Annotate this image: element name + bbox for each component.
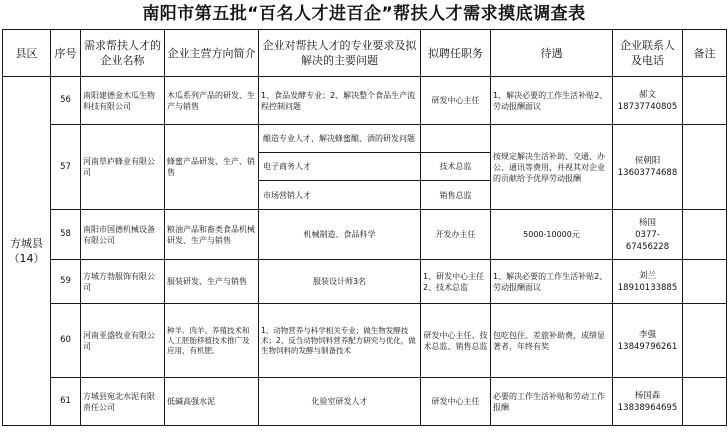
problem-text: 服装设计师3名 [259,260,421,304]
benefits-text: 1、解决必要的工作生活补贴2、劳动报酬面议 [491,77,613,125]
company-direction: 种羊、肉羊、养殖技术和人工胚胎移植技术推广及应用，有机肥。 [165,304,259,378]
contact-name: 郝文 [638,89,656,100]
company-name: 河南亚盛牧业有限公司 [81,304,165,378]
benefits-text: 按规定解决生活补助、交通、办公、通讯等费用，并视其对企业的贡献给予优厚劳动报酬 [491,125,613,210]
contact-phone: 13849796261 [617,341,678,352]
problem-text: 化验室研发人才 [259,378,421,426]
header-company: 需求帮扶人才的企业名称 [81,30,165,77]
contact-name: 杨国森 [634,390,661,401]
header-problem: 企业对帮扶人才的专业要求及拟解决的主要问题 [259,30,421,77]
contact-cell [613,378,683,426]
contact-phone: 13603774688 [617,168,678,178]
contact-cell [613,125,683,210]
remark-cell [683,304,727,378]
header-row [3,30,727,77]
problem-item: 市场营销人才 [263,190,311,200]
header-position: 拟聘任职务 [421,30,491,77]
header-remark: 备注 [683,30,727,77]
contact-name: 刘兰 [638,270,656,281]
row-index: 59 [51,260,81,304]
company-name: 河南草庐蜂业有限公司 [81,125,165,210]
row-index: 57 [51,125,81,210]
problem-text: 机械制造、食品科学 [259,210,421,260]
contact-cell [613,304,683,378]
table-row [3,304,727,378]
table-row [3,260,727,304]
position-list [421,260,491,304]
remark-cell [683,77,727,125]
company-direction: 木瓜系列产品的研发、生产与销售 [165,77,259,125]
county-cell: 方城县（14） [3,77,51,426]
position-item: 技术总监 [421,153,490,181]
header-contact: 企业联系人及电话 [613,30,683,77]
header-benefits: 待遇 [491,30,613,77]
contact-cell [613,210,683,260]
table-row [3,210,727,260]
contact-phone: 18910133885 [617,282,678,293]
remark-cell [683,260,727,304]
company-direction: 低碱高强水泥 [165,378,259,426]
benefits-text: 必要的工作生活补贴和劳动工作报酬 [491,378,613,426]
contact-cell [613,260,683,304]
talent-demand-table [2,29,727,426]
contact-phone: 13838964695 [617,402,678,413]
company-name: 方城县宛北水泥有限责任公司 [81,378,165,426]
contact-phone: 0377-67456228 [625,229,670,252]
problem-item: 电子商务人才 [259,153,420,181]
contact-name: 侯朝阳 [634,156,661,166]
company-direction: 服装研发、生产与销售 [165,260,259,304]
header-index: 序号 [51,30,81,77]
table-row [3,125,727,210]
benefits-text: 包吃包住、差旅补助费，成绩显著者，年终有奖 [491,304,613,378]
position-item: 2、技术总监 [423,282,469,292]
contact-name: 李强 [638,329,656,340]
position-item [421,125,490,153]
position-text: 开发办主任 [421,210,491,260]
benefits-text: 5000-10000元 [491,210,613,260]
remark-cell [683,210,727,260]
table-row [3,378,727,426]
contact-phone: 18737740805 [617,101,678,112]
company-direction: 蜂蜜产品研发、生产、销售 [165,125,259,210]
position-list [421,125,491,210]
contact-cell [613,77,683,125]
problem-text: 1、动物营养与科学相关专业；做生物发酵技术；2、反刍动物饲料营养配方研究与优化，做生物饲料的发酵与制备技术 [259,304,421,378]
benefits-text: 1、解决必要的工作生活补贴2、劳动报酬面议 [491,260,613,304]
company-name: 方城方勃服饰有限公司 [81,260,165,304]
company-name: 南阳建德金木瓜生物科技有限公司 [81,77,165,125]
position-text: 研发中心主任、技术总监、销售总监 [421,304,491,378]
page-title: 南阳市第五批“百名人才进百企”帮扶人才需求摸底调查表 [142,4,586,24]
position-item: 1、研发中心主任 [423,271,485,281]
remark-cell [683,125,727,210]
table-row [3,77,727,125]
contact-name: 杨国 [638,217,656,228]
row-index: 61 [51,378,81,426]
row-index: 56 [51,77,81,125]
row-index: 60 [51,304,81,378]
problem-item: 酿造专业人才，解决蜂蜜酿、酒的研发问题 [259,125,420,153]
header-direction: 企业主营方向简介 [165,30,259,77]
position-text: 研发中心主任 [421,77,491,125]
remark-cell [683,378,727,426]
company-direction: 粮油产品和畜类食品机械研发、生产与销售 [165,210,259,260]
header-county: 县区 [3,30,51,77]
problem-list [259,125,421,210]
row-index: 58 [51,210,81,260]
company-name: 南阳市国德机械设备有限公司 [81,210,165,260]
position-item: 销售总监 [439,190,472,200]
position-text: 研发中心主任 [421,378,491,426]
problem-text: 1、食品发酵专业；2、解决整个食品生产流程控制问题 [259,77,421,125]
